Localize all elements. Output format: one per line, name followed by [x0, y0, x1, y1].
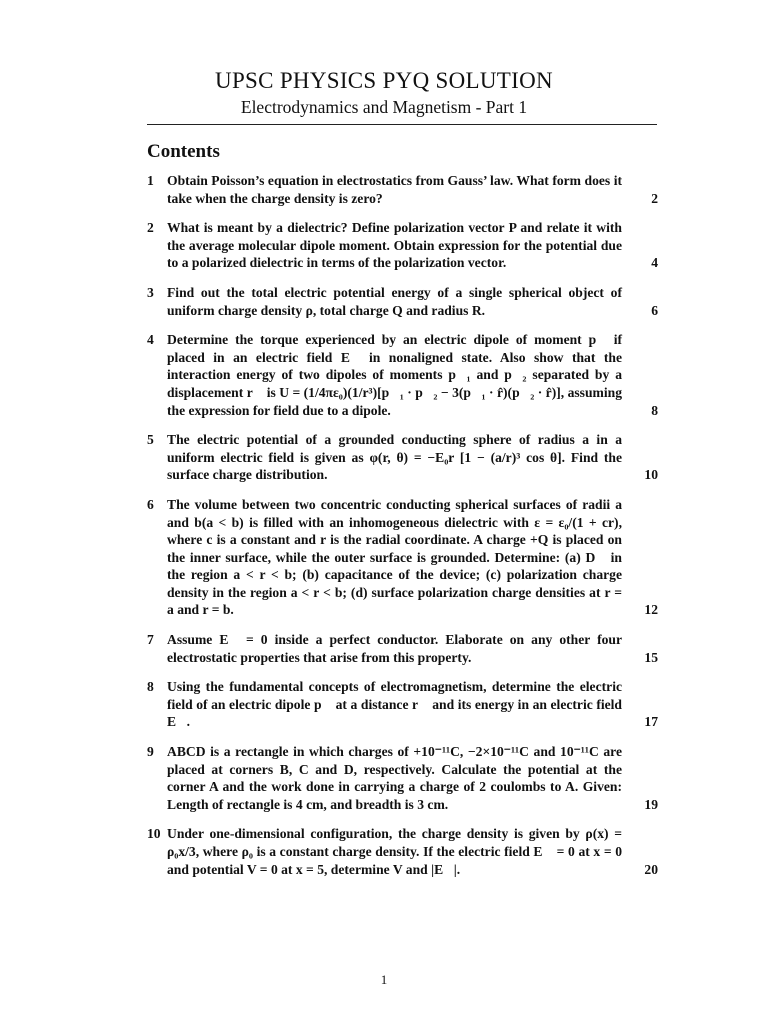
toc-entry-text: The volume between two concentric conducting spherical surfaces of radii a and b(a < b) is filled with an inhomogeneous dielectric with ε = ε₀/(1 + cr), where c is a constant and r is the radial coordinate. A charge +Q is placed on the inner surface, while the outer surface is grounded. Determine: (a) D⃗ in the region a < r < b; (b) capacitance of the device; (c) polarization charge density in the region a < r < b; (d) surface polarization charge densities at r = a and r = b. — [167, 496, 622, 618]
toc-entry-number: 8 — [147, 679, 154, 695]
document-title: UPSC PHYSICS PYQ SOLUTION — [215, 68, 553, 93]
toc-entry-page: 19 — [644, 796, 658, 812]
toc-entry-page: 2 — [651, 190, 658, 206]
toc-entry-page: 17 — [644, 714, 658, 730]
toc-entry-text: Determine the torque experienced by an electric dipole of moment p⃗ if placed in an electric field E⃗ in nonaligned state. Also show that the interaction energy of two dipoles of moments p⃗₁ and p⃗₂ separated by a displacement r⃗ is U = (1/4πε₀)(1/r³)[p⃗₁ · p⃗₂ − 3(p⃗₁ · r̂)(p⃗₂ · r̂)], assuming the expression for field due to a dipole. — [167, 332, 622, 418]
toc-entry-number: 7 — [147, 632, 154, 648]
toc-entry-number: 10 — [147, 826, 161, 842]
toc-entry-page: 6 — [651, 302, 658, 318]
toc-entry-number: 1 — [147, 173, 154, 188]
toc-entry-number: 3 — [147, 284, 154, 300]
toc-entry-2[interactable] — [147, 219, 658, 272]
toc-entry-text: Under one-dimensional configuration, the charge density is given by ρ(x) = ρ₀x/3, where ρ₀ is a constant charge density. If the electric field E⃗ = 0 at x = 0 and potential V = 0 at x = 5, determine V and |E⃗|. — [167, 826, 622, 877]
toc-entry-number: 4 — [147, 332, 154, 348]
toc-entry-6[interactable] — [147, 496, 658, 619]
toc-entry-text: Obtain Poisson’s equation in electrostatics from Gauss’ law. What form does it take when the charge density is zero? — [167, 173, 622, 206]
toc-entry-text: What is meant by a dielectric? Define polarization vector P and relate it with the average molecular dipole moment. Obtain expression for the potential due to a polarized dielectric in terms of the polarization vector. — [167, 220, 622, 271]
title-rule — [147, 124, 657, 125]
toc-entry-5[interactable] — [147, 431, 658, 484]
toc-entry-text: ABCD is a rectangle in which charges of +10⁻¹¹C, −2×10⁻¹¹C and 10⁻¹¹C are placed at corners B, C and D, respectively. Calculate the potential at the corner A and the work done in carrying a charge of 2 coulombs to A. Given: Length of rectangle is 4 cm, and breadth is 3 cm. — [167, 744, 622, 812]
toc-entry-10[interactable] — [147, 825, 658, 878]
document-subtitle: Electrodynamics and Magnetism - Part 1 — [240, 97, 528, 117]
contents-heading: Contents — [147, 141, 220, 162]
toc-entry-page: 12 — [644, 602, 658, 618]
toc-entry-text: Assume E⃗ = 0 inside a perfect conductor. Elaborate on any other four electrostatic properties that arise from this property. — [167, 632, 622, 665]
toc-entry-8[interactable] — [147, 678, 658, 731]
toc-entry-7[interactable] — [147, 631, 658, 666]
toc-entry-text: Find out the total electric potential energy of a single spherical object of uniform charge density ρ, total charge Q and radius R. — [167, 284, 622, 318]
toc-entry-4[interactable] — [147, 331, 658, 419]
toc-entry-number: 6 — [147, 496, 154, 512]
toc-entry-number: 2 — [147, 220, 154, 236]
toc-entry-text: Using the fundamental concepts of electromagnetism, determine the electric field of an electric dipole p⃗ at a distance r⃗ and its energy in an electric field E⃗. — [167, 679, 622, 730]
toc-entry-number: 5 — [147, 432, 154, 448]
toc-entry-1[interactable] — [147, 172, 658, 207]
toc-entry-page: 20 — [644, 861, 658, 877]
toc-entry-3[interactable] — [147, 284, 658, 319]
page-number: 1 — [380, 972, 388, 987]
toc-entry-page: 8 — [651, 402, 658, 418]
toc-entry-page: 15 — [644, 649, 658, 665]
toc-entry-number: 9 — [147, 744, 154, 760]
table-of-contents — [147, 172, 658, 890]
toc-entry-text: The electric potential of a grounded conducting sphere of radius a in a uniform electric field is given as φ(r, θ) = −E₀r [1 − (a/r)³ cos θ]. Find the surface charge distribution. — [167, 432, 622, 483]
toc-entry-9[interactable] — [147, 743, 658, 813]
toc-entry-page: 4 — [651, 255, 658, 271]
toc-entry-page: 10 — [644, 467, 658, 483]
